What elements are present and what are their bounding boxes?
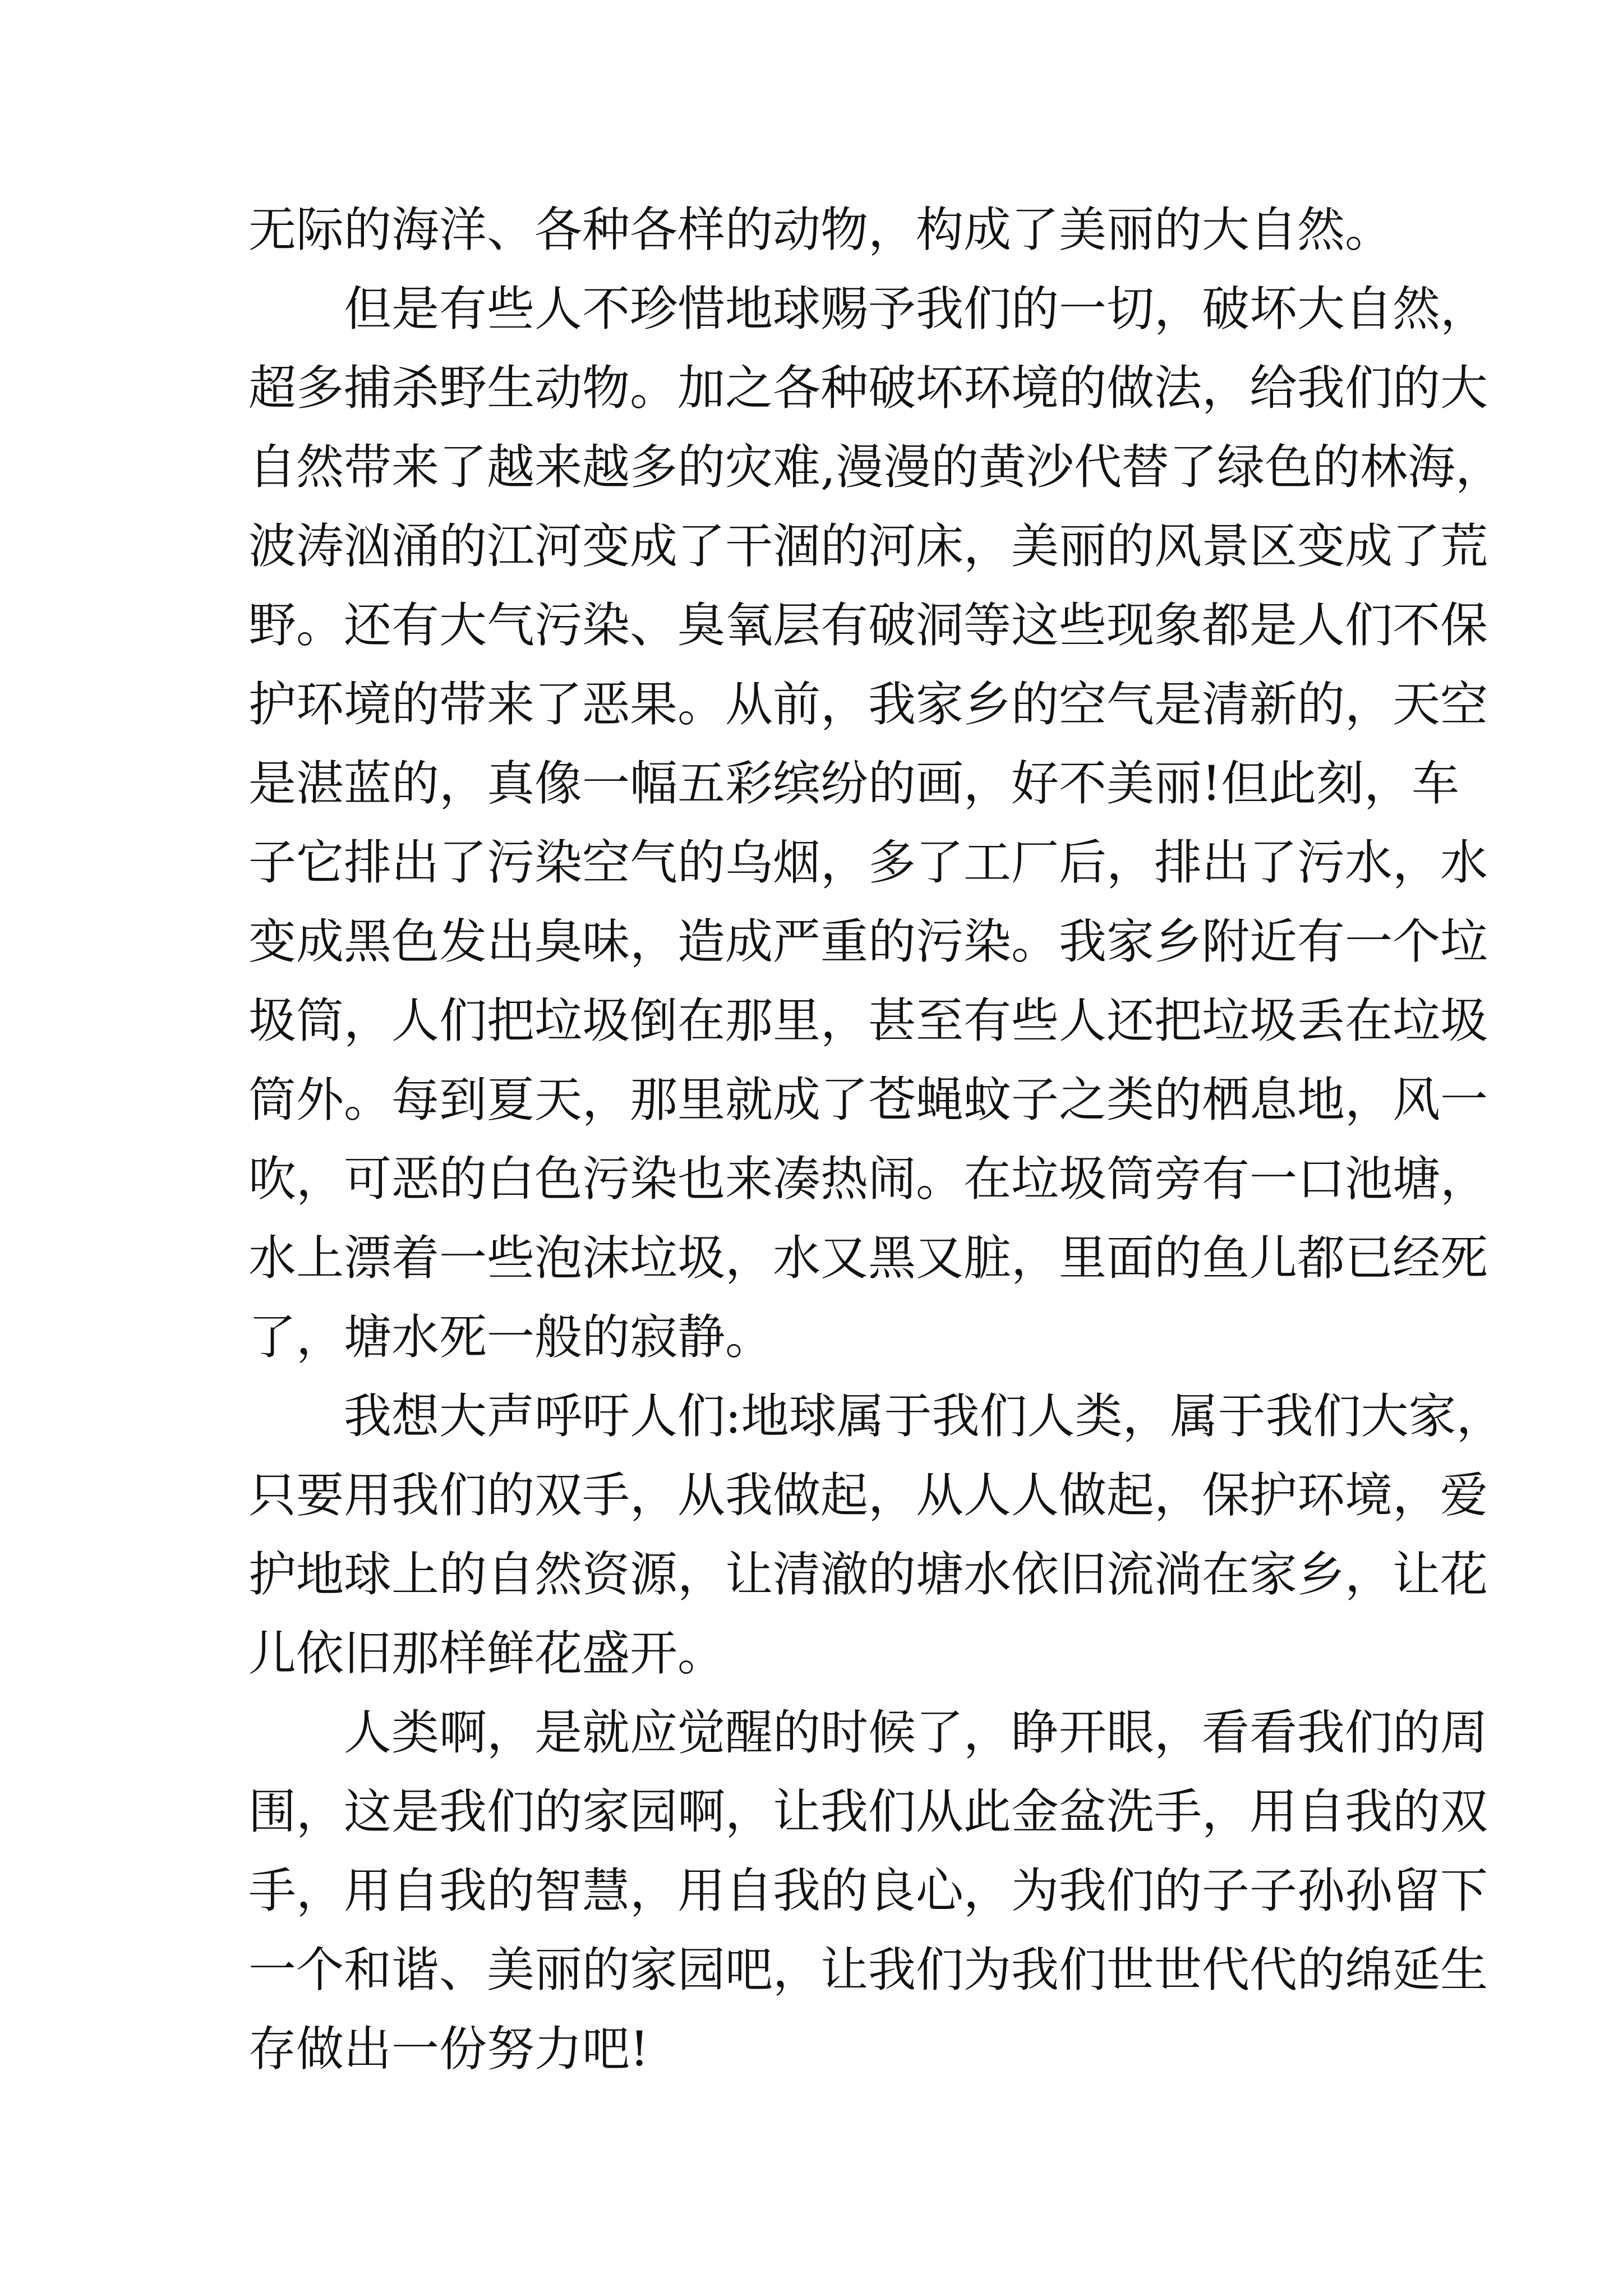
paragraph-2 bbox=[248, 270, 1504, 1377]
text-line: 无际的海洋、各种各样的动物，构成了美丽的大自然。 bbox=[248, 203, 1393, 258]
text-line: 波涛汹涌的江河变成了干涸的河床，美丽的风景区变成了荒 bbox=[248, 519, 1488, 574]
text-line: 一个和谐、美丽的家园吧，让我们为我们世世代代的绵延生 bbox=[248, 1943, 1488, 1998]
text-line: 只要用我们的双手，从我做起，从人人做起，保护环境，爱 bbox=[248, 1468, 1488, 1524]
text-line: 存做出一份努力吧! bbox=[248, 2022, 649, 2077]
text-line: 吹，可恶的白色污染也来凑热闹。在垃圾筒旁有一口池塘， bbox=[248, 1152, 1488, 1207]
text-line: 护地球上的自然资源，让清澈的塘水依旧流淌在家乡，让花 bbox=[248, 1547, 1488, 1603]
text-line: 我想大声呼吁人们:地球属于我们人类，属于我们大家， bbox=[344, 1389, 1504, 1444]
text-line: 变成黑色发出臭味，造成严重的污染。我家乡附近有一个垃 bbox=[248, 914, 1488, 970]
text-line: 筒外。每到夏天，那里就成了苍蝇蚊子之类的栖息地，风一 bbox=[248, 1073, 1488, 1128]
text-line: 了，塘水死一般的寂静。 bbox=[248, 1310, 773, 1365]
paragraph-3 bbox=[248, 1377, 1504, 1694]
text-line: 但是有些人不珍惜地球赐予我们的一切，破坏大自然， bbox=[344, 282, 1488, 337]
text-line: 手，用自我的智慧，用自我的良心，为我们的子子孙孙留下 bbox=[248, 1864, 1488, 1919]
text-line: 围，这是我们的家园啊，让我们从此金盆洗手，用自我的双 bbox=[248, 1784, 1488, 1840]
text-line: 儿依旧那样鲜花盛开。 bbox=[248, 1626, 726, 1682]
text-line: 子它排出了污染空气的乌烟，多了工厂后，排出了污水，水 bbox=[248, 835, 1488, 891]
text-line: 圾筒，人们把垃圾倒在那里，甚至有些人还把垃圾丢在垃圾 bbox=[248, 993, 1488, 1049]
paragraph-4 bbox=[248, 1694, 1488, 2089]
text-line: 自然带来了越来越多的灾难,漫漫的黄沙代替了绿色的林海， bbox=[248, 440, 1504, 495]
text-line: 野。还有大气污染、臭氧层有破洞等这些现象都是人们不保 bbox=[248, 598, 1488, 654]
text-line: 是湛蓝的，真像一幅五彩缤纷的画，好不美丽!但此刻，车 bbox=[248, 756, 1460, 812]
text-line: 人类啊，是就应觉醒的时候了，睁开眼，看看我们的周 bbox=[344, 1705, 1488, 1761]
text-line: 水上漂着一些泡沫垃圾，水又黑又脏，里面的鱼儿都已经死 bbox=[248, 1231, 1488, 1286]
text-line: 超多捕杀野生动物。加之各种破坏环境的做法，给我们的大 bbox=[248, 361, 1488, 416]
document-body bbox=[248, 191, 1504, 2089]
text-line: 护环境的带来了恶果。从前，我家乡的空气是清新的，天空 bbox=[248, 677, 1488, 733]
paragraph-1 bbox=[248, 191, 1395, 270]
